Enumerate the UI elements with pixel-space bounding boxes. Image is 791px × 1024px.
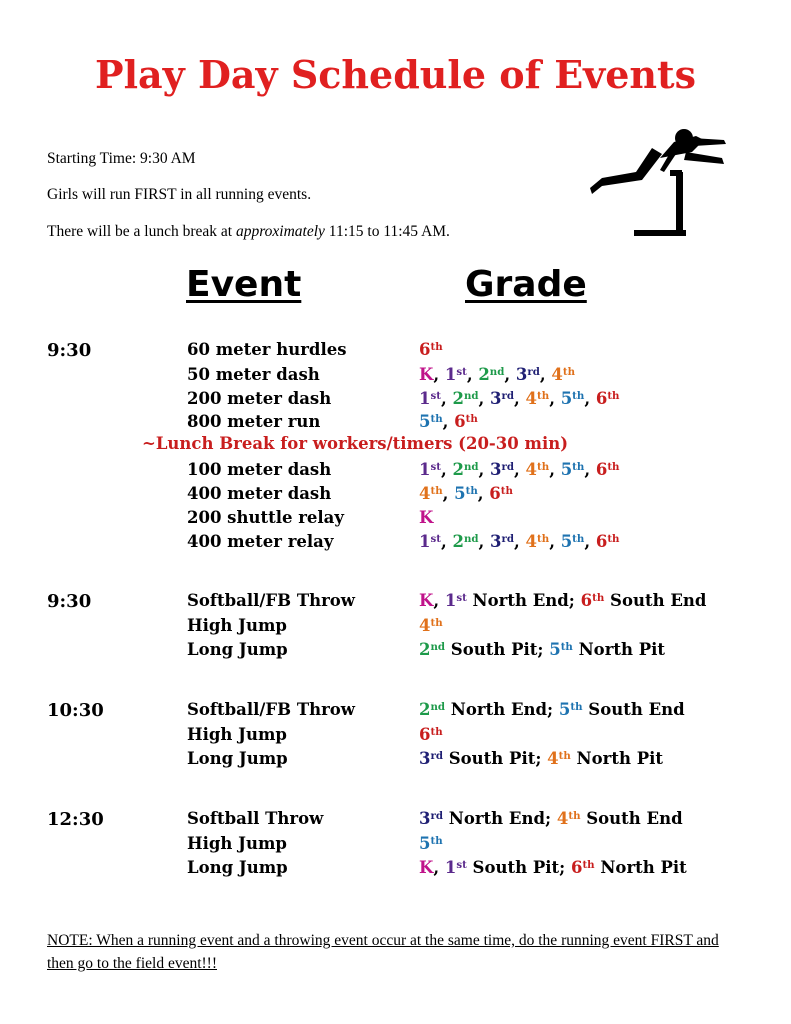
grade-list xyxy=(419,340,443,359)
schedule-row xyxy=(0,640,791,664)
start-time-text: Starting Time: 9:30 AM xyxy=(47,150,196,167)
girls-first-text: Girls will run FIRST in all running events. xyxy=(47,186,312,203)
grade-separator: , xyxy=(440,532,453,551)
grade-separator: North Pit xyxy=(594,858,687,877)
note-text: NOTE: When a running event and a throwing event occur at the same time, do the running event FIRST and then go to the field event!!! xyxy=(47,932,719,972)
grade-list xyxy=(419,365,575,384)
grade-label: K xyxy=(419,508,434,527)
schedule-row xyxy=(0,389,791,413)
grade-label: 3rd xyxy=(419,809,444,828)
grade-separator: , xyxy=(433,858,445,877)
grade-separator: South Pit; xyxy=(445,640,550,659)
grade-separator: North End; xyxy=(445,700,559,719)
grade-label: 4th xyxy=(547,749,571,768)
grade-label: K xyxy=(419,365,434,384)
grade-separator: , xyxy=(466,365,479,384)
grade-label: 2nd xyxy=(419,700,446,719)
grade-label: K xyxy=(419,858,434,877)
grade-list xyxy=(419,858,687,877)
grade-column-header: Grade xyxy=(465,264,587,305)
grade-separator: , xyxy=(433,365,445,384)
event-name: 200 meter dash xyxy=(187,389,332,408)
grade-label: 3rd xyxy=(515,365,540,384)
grade-label: 2nd xyxy=(452,460,479,479)
grade-separator: North End; xyxy=(466,591,581,610)
grade-label: 5th xyxy=(560,532,585,551)
grade-label: 4th xyxy=(419,484,443,503)
grade-label: 2nd xyxy=(478,365,505,384)
schedule-row xyxy=(0,616,791,640)
grade-label: 5th xyxy=(558,700,583,719)
grade-separator: South End xyxy=(582,700,685,719)
schedule-row xyxy=(0,749,791,773)
grade-list xyxy=(419,616,443,635)
grade-list xyxy=(419,640,665,659)
grade-list xyxy=(419,412,478,431)
grade-separator: , xyxy=(584,460,596,479)
time-slot: 10:30 xyxy=(47,700,104,721)
grade-label: 2nd xyxy=(452,532,479,551)
time-slot: 12:30 xyxy=(47,809,104,830)
grade-label: 4th xyxy=(525,389,550,408)
lunch-break-text: There will be a lunch break at approximately 11:15 to 11:45 AM. xyxy=(47,223,450,240)
grade-separator: , xyxy=(478,460,491,479)
grade-separator: , xyxy=(440,460,453,479)
grade-separator: , xyxy=(478,532,491,551)
event-name: High Jump xyxy=(187,725,287,744)
grade-separator: South End xyxy=(580,809,683,828)
grade-label: 1st xyxy=(419,389,441,408)
event-name: 60 meter hurdles xyxy=(187,340,347,359)
grade-list xyxy=(419,809,683,828)
schedule-row xyxy=(0,340,791,364)
grade-separator: , xyxy=(433,591,445,610)
schedule-row xyxy=(0,834,791,858)
grade-label: 4th xyxy=(525,532,550,551)
grade-label: 3rd xyxy=(490,389,515,408)
grade-list xyxy=(419,700,685,719)
grade-list xyxy=(419,532,619,551)
event-name: 400 meter dash xyxy=(187,484,332,503)
grade-label: 1st xyxy=(419,532,441,551)
grade-label: 5th xyxy=(560,460,585,479)
page-title: Play Day Schedule of Events xyxy=(95,52,696,97)
schedule-row xyxy=(0,460,791,484)
event-name: Softball/FB Throw xyxy=(187,700,356,719)
grade-separator: , xyxy=(504,365,516,384)
grade-separator: North End; xyxy=(443,809,557,828)
grade-label: 1st xyxy=(444,591,467,610)
event-name: Long Jump xyxy=(187,749,288,768)
event-name: High Jump xyxy=(187,616,287,635)
grade-label: 5th xyxy=(419,412,443,431)
grade-separator: South End xyxy=(604,591,707,610)
grade-label: K xyxy=(419,591,434,610)
schedule-row xyxy=(0,412,791,436)
schedule-row xyxy=(0,725,791,749)
grade-separator: , xyxy=(514,532,526,551)
grade-list xyxy=(419,460,619,479)
grade-list xyxy=(419,484,513,503)
grade-separator: North Pit xyxy=(572,640,666,659)
time-slot: 9:30 xyxy=(47,340,92,361)
grade-label: 4th xyxy=(551,365,576,384)
event-name: Softball/FB Throw xyxy=(187,591,356,610)
grade-list xyxy=(419,834,443,853)
grade-label: 3rd xyxy=(490,460,515,479)
grade-label: 6th xyxy=(419,725,443,744)
grade-label: 4th xyxy=(556,809,581,828)
grade-separator: South Pit; xyxy=(466,858,571,877)
grade-separator: , xyxy=(549,389,561,408)
grade-label: 6th xyxy=(580,591,605,610)
grade-separator: , xyxy=(549,532,561,551)
grade-label: 5th xyxy=(419,834,443,853)
grade-label: 3rd xyxy=(490,532,515,551)
event-name: High Jump xyxy=(187,834,287,853)
event-name: 100 meter dash xyxy=(187,460,332,479)
grade-label: 2nd xyxy=(452,389,479,408)
grade-label: 3rd xyxy=(419,749,444,768)
event-name: 400 meter relay xyxy=(187,532,334,551)
schedule-row xyxy=(0,591,791,615)
event-name: 200 shuttle relay xyxy=(187,508,344,527)
grade-label: 5th xyxy=(560,389,585,408)
grade-label: 4th xyxy=(419,616,443,635)
grade-list xyxy=(419,508,433,527)
grade-separator: , xyxy=(514,389,526,408)
lunch-break-row: ~Lunch Break for workers/timers (20-30 min) xyxy=(142,434,569,453)
grade-label: 5th xyxy=(454,484,478,503)
grade-list xyxy=(419,749,663,768)
event-name: Softball Throw xyxy=(187,809,324,828)
grade-separator: , xyxy=(539,365,552,384)
grade-separator: , xyxy=(442,484,455,503)
time-slot: 9:30 xyxy=(47,591,92,612)
grade-separator: , xyxy=(584,532,596,551)
grade-label: 5th xyxy=(549,640,573,659)
event-name: 800 meter run xyxy=(187,412,321,431)
schedule-row xyxy=(0,809,791,833)
grade-list xyxy=(419,591,706,610)
grade-list xyxy=(419,389,619,408)
grade-label: 6th xyxy=(595,389,620,408)
grade-label: 6th xyxy=(419,340,443,359)
grade-separator: North Pit xyxy=(570,749,663,768)
grade-label: 6th xyxy=(595,460,620,479)
grade-separator: , xyxy=(478,389,491,408)
event-name: Long Jump xyxy=(187,640,288,659)
grade-separator: , xyxy=(440,389,453,408)
grade-label: 6th xyxy=(570,858,595,877)
grade-separator: , xyxy=(549,460,561,479)
grade-separator: , xyxy=(514,460,526,479)
grade-label: 1st xyxy=(444,365,467,384)
grade-separator: , xyxy=(584,389,596,408)
grade-label: 6th xyxy=(454,412,478,431)
grade-list xyxy=(419,725,443,744)
event-column-header: Event xyxy=(186,264,302,305)
schedule-row xyxy=(0,532,791,556)
grade-separator: South Pit; xyxy=(443,749,548,768)
grade-label: 1st xyxy=(419,460,441,479)
grade-label: 6th xyxy=(595,532,620,551)
grade-separator: , xyxy=(477,484,490,503)
schedule-row xyxy=(0,365,791,389)
event-name: Long Jump xyxy=(187,858,288,877)
grade-separator: , xyxy=(442,412,455,431)
grade-label: 2nd xyxy=(419,640,446,659)
grade-label: 4th xyxy=(525,460,550,479)
grade-label: 1st xyxy=(444,858,467,877)
event-name: 50 meter dash xyxy=(187,365,320,384)
schedule-row xyxy=(0,858,791,882)
hurdler-silhouette-icon xyxy=(588,124,728,240)
grade-label: 6th xyxy=(489,484,513,503)
schedule-row xyxy=(0,700,791,724)
schedule-row xyxy=(0,508,791,532)
schedule-row xyxy=(0,484,791,508)
